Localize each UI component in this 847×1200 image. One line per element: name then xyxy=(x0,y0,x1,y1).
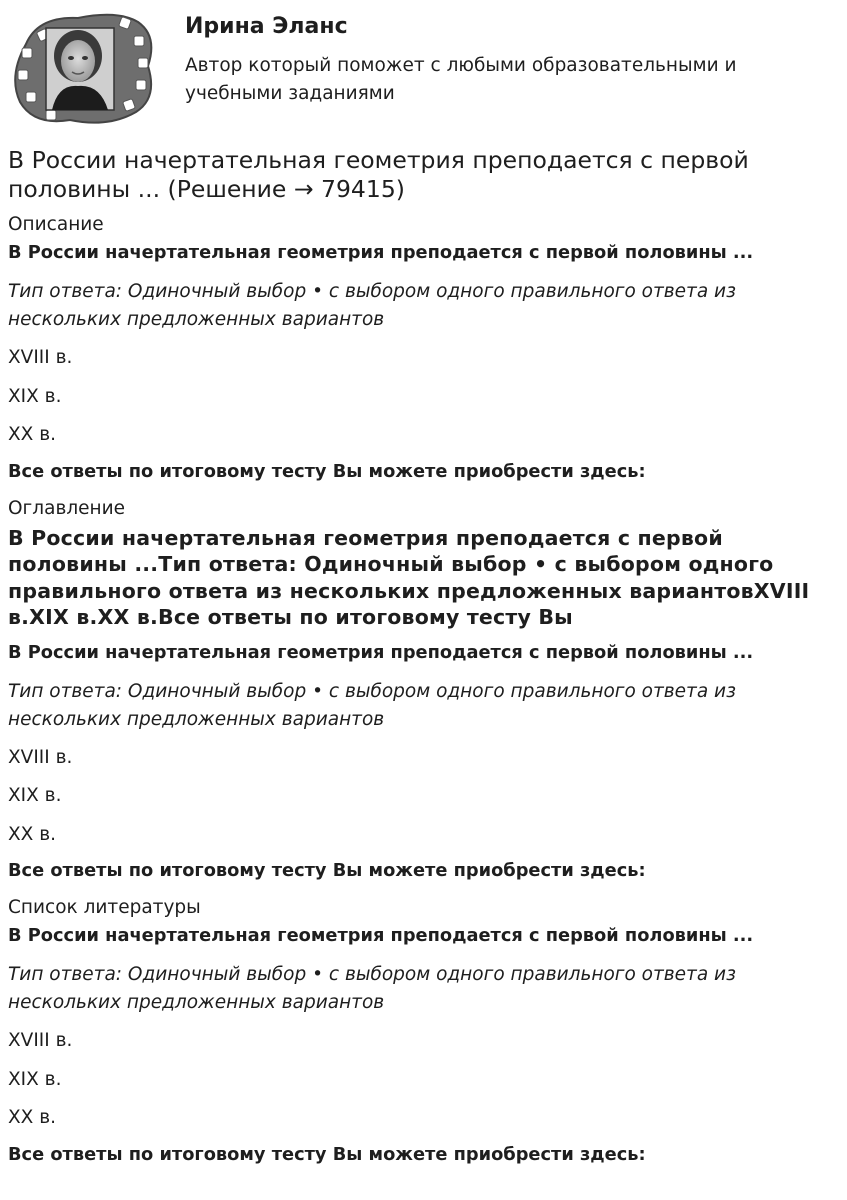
author-avatar xyxy=(8,6,158,128)
section-toc xyxy=(8,497,838,884)
question-text: В России начертательная геометрия преподается с первой половины ... xyxy=(8,925,754,946)
section-bibliography xyxy=(8,896,838,1167)
answer-option: XVIII в. xyxy=(8,1030,73,1051)
author-name: Ирина Эланс xyxy=(185,14,348,39)
answer-option: XVIII в. xyxy=(8,347,73,368)
answer-type: Тип ответа: Одиночный выбор • с выбором одного правильного ответа из нескольких предложенных вариантов xyxy=(8,680,736,730)
section-label: Список литературы xyxy=(8,897,201,918)
answer-type: Тип ответа: Одиночный выбор • с выбором одного правильного ответа из нескольких предложенных вариантов xyxy=(8,281,736,330)
section-description xyxy=(8,213,838,484)
author-block xyxy=(8,6,838,128)
answer-option: XX в. xyxy=(8,823,57,845)
answer-option: XIX в. xyxy=(8,785,62,806)
answer-option: XIX в. xyxy=(8,385,62,407)
page-title: В России начертательная геометрия преподается с первой половины ... (Решение → 79415) xyxy=(8,146,749,203)
question-text: В России начертательная геометрия преподается с первой половины ... xyxy=(8,242,754,263)
answer-option: XIX в. xyxy=(8,1068,62,1090)
section-label: Оглавление xyxy=(8,497,126,519)
buy-answers-text: Все ответы по итоговому тесту Вы можете приобрести здесь: xyxy=(8,1143,646,1165)
answer-type: Тип ответа: Одиночный выбор • с выбором одного правильного ответа из нескольких предложенных вариантов xyxy=(8,964,736,1013)
answer-option: XVIII в. xyxy=(8,746,73,768)
author-description: Автор который поможет с любыми образовательными и учебными заданиями xyxy=(185,55,737,104)
toc-summary: В России начертательная геометрия преподается с первой половины ...Тип ответа: Одиночный выбор • с выбором одного правильного ответа из нескольких предложенных вариантовXVIII в.XIX в.XX в.Все ответы по итоговому тесту Вы xyxy=(8,525,810,629)
section-label: Описание xyxy=(8,214,104,235)
answer-option: XX в. xyxy=(8,1107,57,1128)
answer-option: XX в. xyxy=(8,424,57,445)
buy-answers-text: Все ответы по итоговому тесту Вы можете приобрести здесь: xyxy=(8,460,646,482)
main-content xyxy=(8,146,838,1180)
question-text: В России начертательная геометрия преподается с первой половины ... xyxy=(8,641,754,663)
buy-answers-text: Все ответы по итоговому тесту Вы можете приобрести здесь: xyxy=(8,860,646,881)
